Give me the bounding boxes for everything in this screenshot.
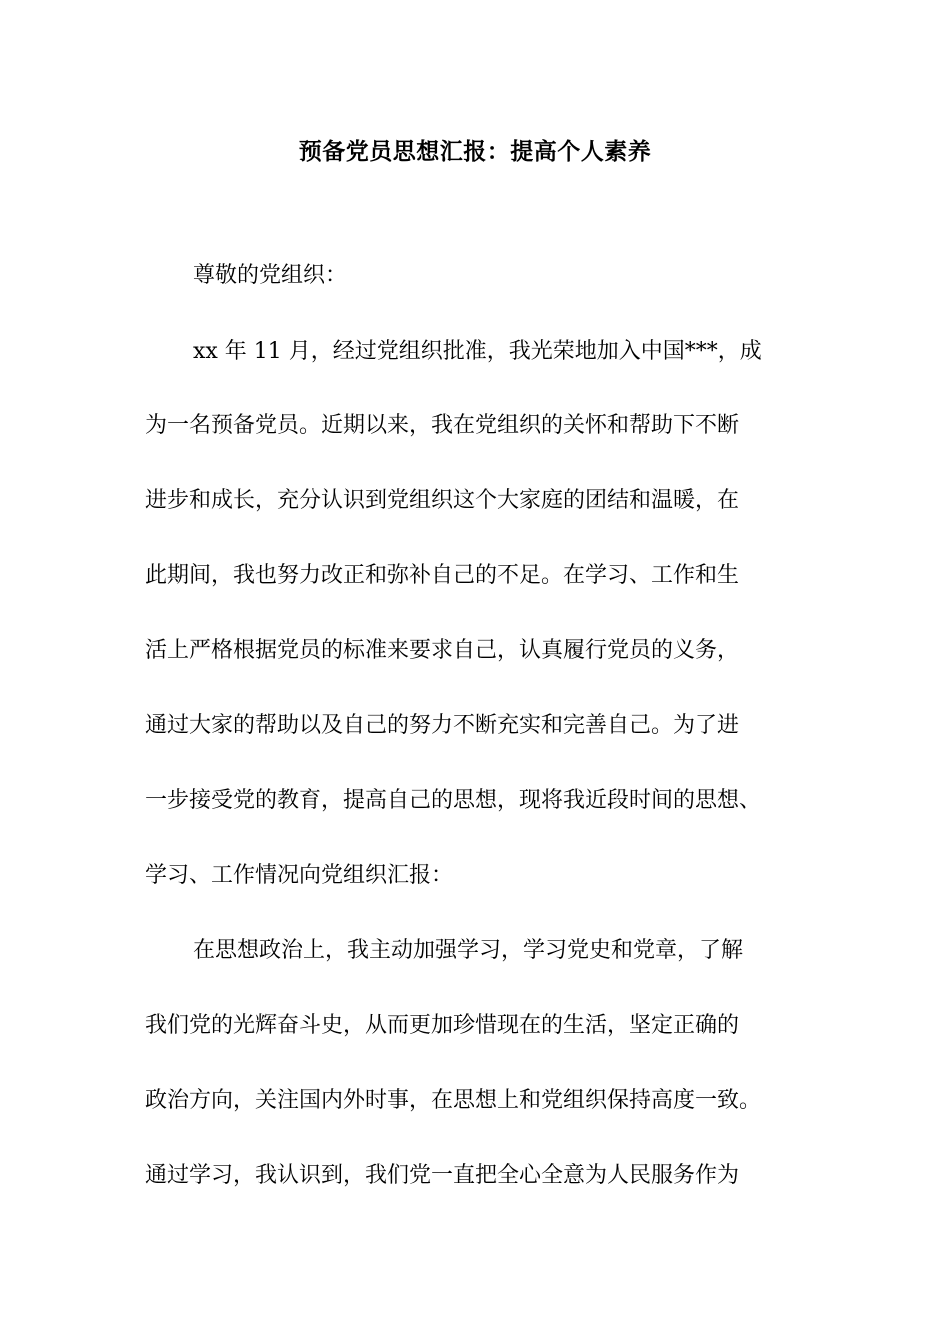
body-line: 政治方向，关注国内外时事，在思想上和党组织保持高度一致。 (145, 1088, 762, 1113)
body-line: 在思想政治上，我主动加强学习，学习党史和党章，了解 (193, 938, 744, 963)
body-line: 此期间，我也努力改正和弥补自己的不足。在学习、工作和生 (145, 563, 740, 588)
body-line: 通过学习，我认识到，我们党一直把全心全意为人民服务作为 (145, 1163, 740, 1188)
body-line: 活上严格根据党员的标准来要求自己，认真履行党员的义务， (145, 638, 740, 663)
body-line: 学习、工作情况向党组织汇报： (145, 863, 454, 888)
body-line: 进步和成长，充分认识到党组织这个大家庭的团结和温暖，在 (145, 488, 740, 513)
body-line: 我们党的光辉奋斗史，从而更加珍惜现在的生活，坚定正确的 (145, 1013, 740, 1038)
salutation-line: 尊敬的党组织： (193, 263, 348, 288)
body-line: 一步接受党的教育，提高自己的思想，现将我近段时间的思想、 (145, 788, 762, 813)
document-title: 预备党员思想汇报：提高个人素养 (298, 138, 652, 165)
body-line: 为一名预备党员。近期以来，我在党组织的关怀和帮助下不断 (145, 413, 740, 438)
body-line: xx 年 11 月，经过党组织批准，我光荣地加入中国***，成 (193, 339, 762, 364)
body-line: 通过大家的帮助以及自己的努力不断充实和完善自己。为了进 (145, 713, 740, 738)
